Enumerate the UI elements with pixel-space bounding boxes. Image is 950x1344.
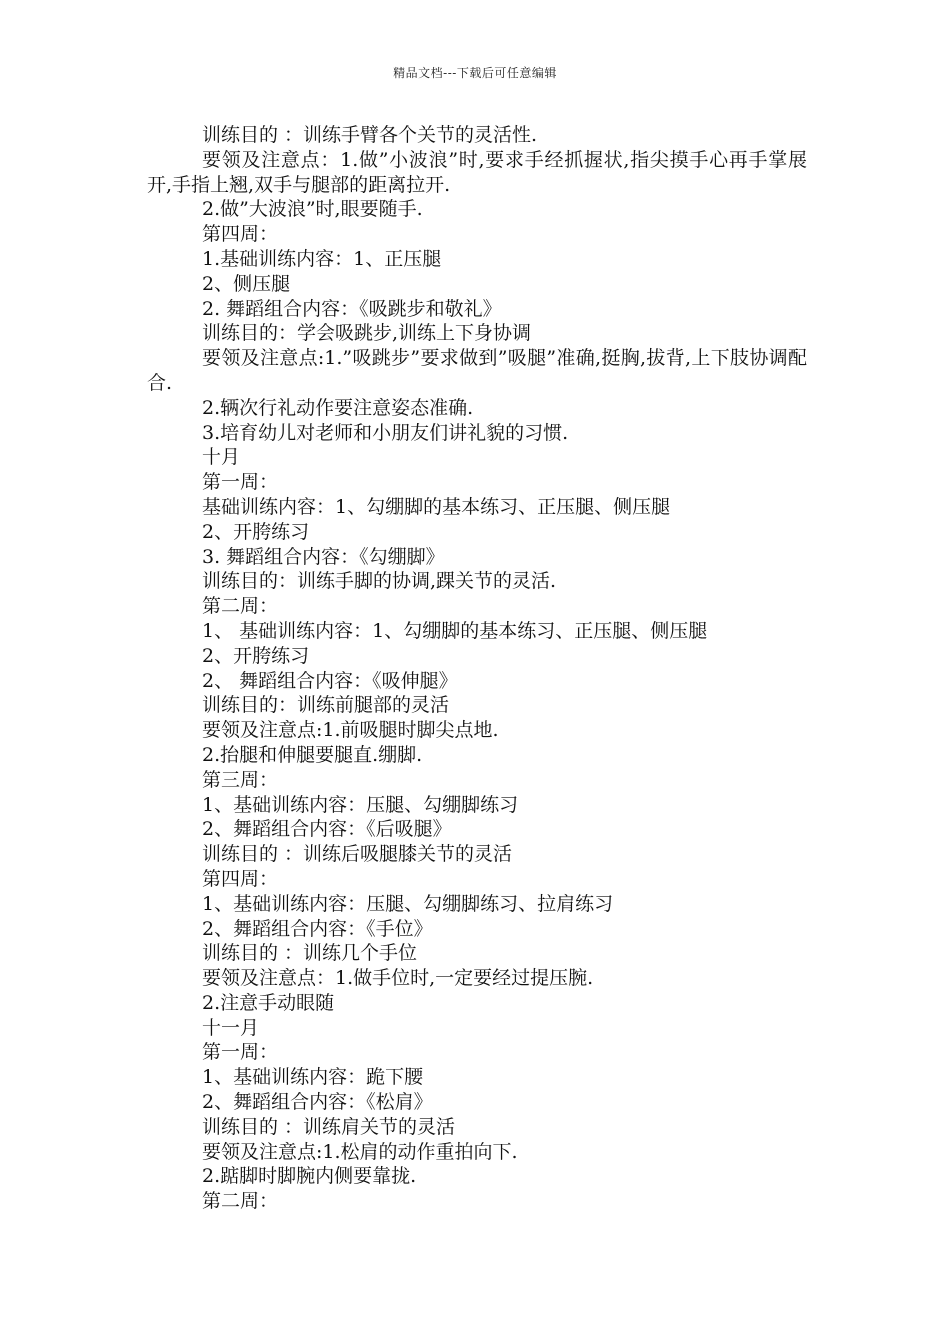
text-line: 3.培育幼儿对老师和小朋友们讲礼貌的习惯. [202, 421, 569, 444]
page-header: 精品文档---下载后可任意编辑 [393, 66, 557, 80]
text-line: 2.辆次行礼动作要注意姿态准确. [202, 396, 474, 419]
text-line: 要领及注意点:1.”吸跳步”要求做到”吸腿”准确,挺胸,拔背,上下肢协调配合. [147, 347, 807, 394]
text-line: 第二周： [202, 595, 279, 618]
text-line: 第二周： [202, 1190, 279, 1213]
text-line: 训练目的：训练前腿部的灵活 [202, 694, 450, 717]
text-line: 十一月 [202, 1016, 260, 1039]
text-line: 第三周： [202, 768, 279, 791]
text-line: 3. 舞蹈组合内容：《勾绷脚》 [202, 545, 445, 568]
text-line: 2. 舞蹈组合内容：《吸跳步和敬礼》 [202, 297, 502, 320]
text-line: 1.基础训练内容：1、正压腿 [202, 247, 442, 270]
document-body [147, 123, 807, 1214]
text-line: 2.做”大波浪”时,眼要随手. [202, 198, 423, 221]
text-line: 1、基础训练内容：跪下腰 [202, 1066, 424, 1089]
text-line: 2、 舞蹈组合内容：《吸伸腿》 [202, 669, 458, 692]
text-line: 2、舞蹈组合内容：《后吸腿》 [202, 818, 452, 841]
text-line: 基础训练内容：1、勾绷脚的基本练习、正压腿、侧压腿 [202, 495, 671, 518]
text-line: 1、基础训练内容：压腿、勾绷脚练习、拉肩练习 [202, 892, 614, 915]
text-line: 训练目的 ：训练几个手位 [202, 942, 418, 965]
text-line: 第一周： [202, 1041, 279, 1064]
text-line: 要领及注意点:1.前吸腿时脚尖点地. [202, 719, 499, 742]
text-line: 2.注意手动眼随 [202, 991, 335, 1014]
text-line: 2.抬腿和伸腿要腿直.绷脚. [202, 743, 423, 766]
text-line: 训练目的 ：训练手臂各个关节的灵活性. [202, 124, 538, 146]
text-line: 2、开胯练习 [202, 644, 310, 667]
text-line: 第四周： [202, 223, 279, 246]
text-line: 1、 基础训练内容：1、勾绷脚的基本练习、正压腿、侧压腿 [202, 619, 708, 642]
text-line: 2.踮脚时脚腕内侧要靠拢. [202, 1165, 417, 1188]
text-line: 第一周： [202, 471, 279, 494]
text-line: 2、开胯练习 [202, 520, 310, 543]
text-line: 十月 [202, 446, 241, 469]
text-line: 2、舞蹈组合内容：《松肩》 [202, 1091, 433, 1114]
text-line: 训练目的 ：训练后吸腿膝关节的灵活 [202, 843, 513, 866]
text-line: 2、侧压腿 [202, 272, 291, 295]
text-line: 要领及注意点:1.松肩的动作重拍向下. [202, 1140, 518, 1163]
text-line: 要领及注意点：1.做手位时,一定要经过提压腕. [202, 967, 594, 990]
text-line: 2、舞蹈组合内容：《手位》 [202, 917, 433, 940]
text-line: 要领及注意点：1.做”小波浪”时,要求手经抓握状,指尖摸手心再手掌展开,手指上翘,双手与腿部的距离拉开. [147, 148, 807, 196]
text-line: 1、基础训练内容：压腿、勾绷脚练习 [202, 793, 519, 816]
text-line: 训练目的：学会吸跳步,训练上下身协调 [202, 322, 532, 345]
text-line: 训练目的 ：训练肩关节的灵活 [202, 1115, 456, 1138]
text-line: 第四周： [202, 867, 279, 890]
text-line: 训练目的：训练手脚的协调,踝关节的灵活. [202, 570, 557, 593]
